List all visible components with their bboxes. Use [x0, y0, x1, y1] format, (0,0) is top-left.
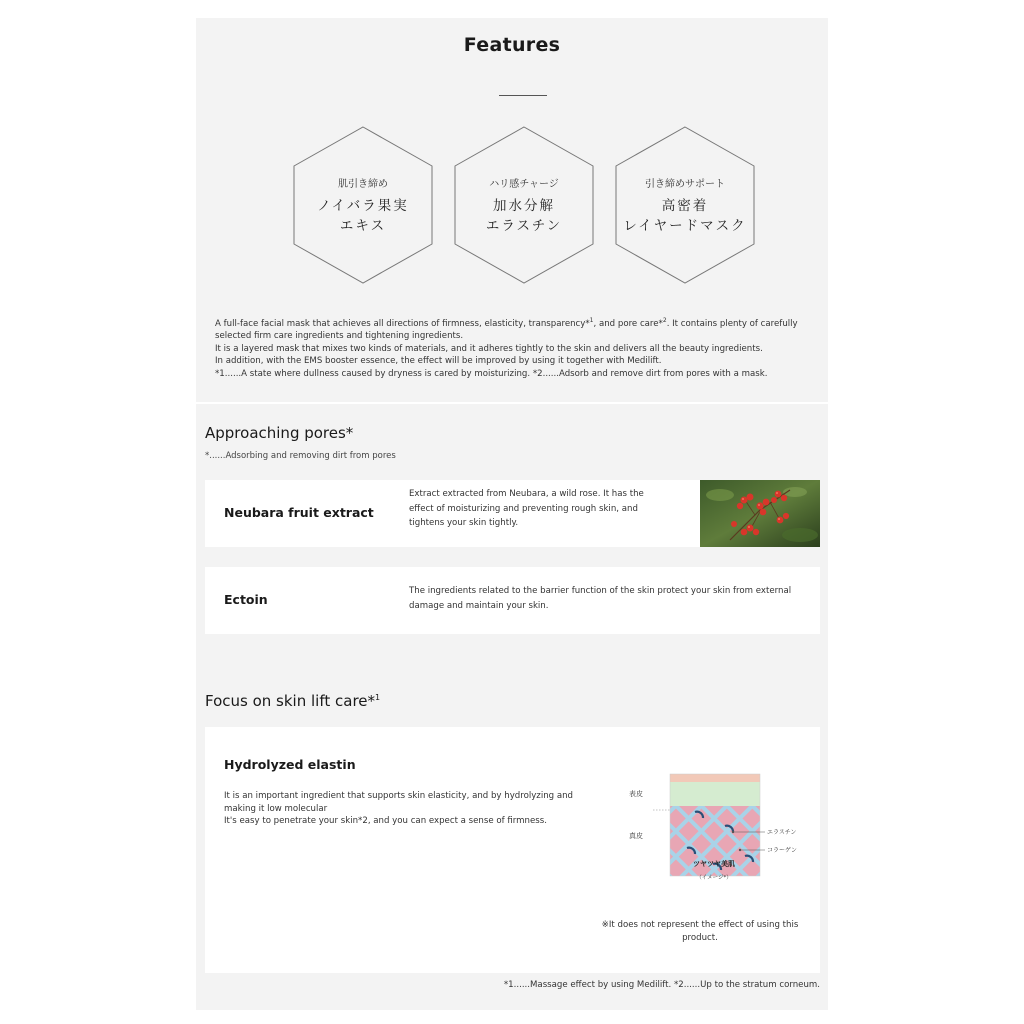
hexagon-heading-line2: エキス	[339, 217, 387, 234]
ingredient-description: The ingredients related to the barrier function of the skin protect your skin from external damage and maintain your skin.	[409, 586, 792, 611]
diagram-caption: ツヤツヤ美肌	[693, 860, 735, 868]
ingredient-name: Ectoin	[224, 592, 268, 607]
label-epidermis: 表皮	[629, 790, 643, 798]
skin-structure-diagram	[625, 752, 805, 892]
features-intro-text	[215, 315, 815, 380]
pores-section-note: *......Adsorbing and removing dirt from pores	[205, 451, 396, 461]
hexagon-heading-line1: 加水分解	[493, 197, 555, 214]
diagram-subcaption: （イメージ*）	[696, 875, 732, 881]
label-collagen: コラーゲン	[767, 847, 797, 854]
intro-paragraph-1: A full-face facial mask that achieves all directions of firmness, elasticity, transparency*$^1$, and pore care*$^2$. It contains plenty of carefully selected firm care ingredients and tightening ingredients.	[215, 317, 798, 342]
lift-footnote: *1......Massage effect by using Medilift. *2......Up to the stratum corneum.	[503, 980, 820, 990]
label-dermis: 真皮	[629, 832, 643, 840]
hexagon-caption: 肌引き締め	[338, 178, 388, 190]
intro-footnote: *1......A state where dullness caused by dryness is cared by moisturizing. *2......Adsorb and remove dirt from pores with a mask.	[215, 368, 768, 379]
ingredient-card-elastin	[205, 727, 820, 973]
features-title: Features	[463, 34, 561, 56]
ingredient-name: Hydrolyzed elastin	[224, 757, 356, 772]
product-features-panel	[196, 18, 828, 1010]
ingredient-description: It is an important ingredient that supports skin elasticity, and by hydrolyzing and making it low molecular It's easy to penetrate your skin*2, and you can expect a sense of firmness.	[224, 791, 574, 826]
hexagon-elastin	[454, 126, 594, 284]
ingredient-card-neubara	[205, 480, 820, 547]
intro-paragraph-3: In addition, with the EMS booster essence, the effect will be improved by using it together with Medilift.	[215, 356, 662, 367]
ingredient-description: Extract extracted from Neubara, a wild rose. It has the effect of moisturizing and preventing rough skin, and tightens your skin tightly.	[409, 489, 644, 528]
hexagon-heading-line1: 高密着	[661, 197, 709, 214]
ingredient-name: Neubara fruit extract	[224, 505, 374, 520]
hexagon-layered-mask	[615, 126, 755, 284]
hexagon-caption: 引き締めサポート	[645, 178, 725, 190]
hexagon-heading-line1: ノイバラ果実	[317, 197, 409, 214]
hexagon-heading-line2: レイヤードマスク	[623, 217, 747, 234]
hexagon-caption: ハリ感チャージ	[489, 178, 559, 190]
ingredient-card-ectoin	[205, 567, 820, 634]
pores-section-title: Approaching pores*	[205, 424, 354, 442]
title-divider	[499, 95, 547, 96]
rosehip-berries-photo	[700, 480, 820, 547]
label-elastin: エラスチン	[767, 829, 797, 836]
hexagon-heading-line2: エラスチン	[485, 217, 563, 234]
intro-paragraph-2: It is a layered mask that mixes two kinds of materials, and it adheres tightly to the skin and delivers all the beauty ingredients.	[215, 343, 763, 354]
diagram-disclaimer: ※It does not represent the effect of using this product.	[601, 920, 799, 943]
lift-section-title: Focus on skin lift care*$^1$	[205, 692, 381, 710]
section-divider	[196, 402, 828, 404]
hexagon-rosehip	[293, 126, 433, 284]
